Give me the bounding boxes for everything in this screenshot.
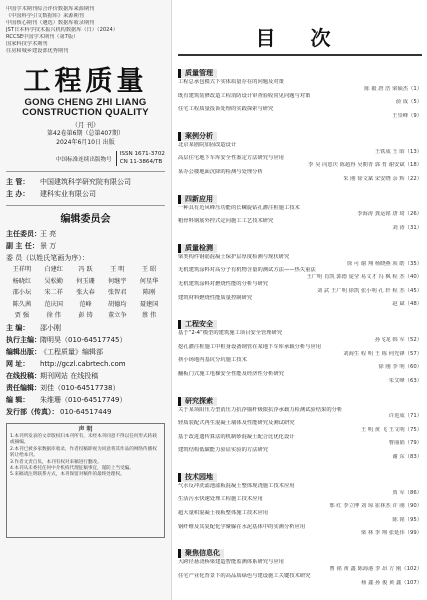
member: 宋二祥 xyxy=(44,289,63,296)
section-heading: 技术园地 xyxy=(178,473,217,482)
indexing-line: RCCSE中国学术期刊（第7版） xyxy=(6,34,79,40)
toc-sections xyxy=(178,60,422,586)
toc-entry[interactable] xyxy=(178,169,422,183)
entry-title: 关于某项阳压力型消压力抗浮锚杆极限抗浮承载力检测试验结果的分析 xyxy=(178,406,343,413)
editing-label: 编辑出版： xyxy=(6,347,41,356)
editing-value: 《工程质量》编辑部 xyxy=(40,347,103,356)
entry-title: 无机建筑涂料对燃烧性能的分析与研究 xyxy=(178,280,269,287)
entry-title: 建筑结构低碳能力验证实验的方法研究 xyxy=(178,447,269,454)
toc-entry[interactable] xyxy=(178,447,422,461)
member: 胡德均 xyxy=(108,300,127,308)
toc-entry[interactable] xyxy=(178,254,422,261)
organizer-value: 建科实业有限公司 xyxy=(40,190,96,198)
toc-entry[interactable] xyxy=(178,510,422,524)
member-grid xyxy=(6,264,165,322)
toc-entry[interactable] xyxy=(178,524,422,538)
frequency: （月 刊） xyxy=(71,121,100,129)
editor-chief-value: 邵小刚 xyxy=(40,323,61,332)
divider xyxy=(6,205,165,206)
issn-label: 中国标准连续出版物号 xyxy=(55,156,112,163)
section-heading: 质量管理 xyxy=(178,69,217,78)
member: 陈刚 xyxy=(142,289,156,296)
toc-entry[interactable] xyxy=(178,274,422,281)
section-heading: 质量检测 xyxy=(178,244,217,253)
entry-authors-page: 刘 武 王广明 徐凯 张小明 孔 轩 程 杰（45） xyxy=(317,287,422,294)
member: 范峰 xyxy=(79,300,92,308)
toc-entry[interactable] xyxy=(178,407,422,421)
entry-authors-page: 曹丽娟（79） xyxy=(388,440,422,447)
toc-entry[interactable] xyxy=(178,559,422,566)
toc-section xyxy=(178,235,422,308)
entry-title: 住宅产业化背景下的高品质绿色与建设施工关键技术研究 xyxy=(178,572,311,579)
toc-entry[interactable] xyxy=(178,261,422,268)
entry-title: 住宅工程质量投诉处理的实践探索与研究 xyxy=(178,106,274,113)
member: 杨晓红 xyxy=(12,277,32,285)
member: 张大春 xyxy=(76,289,95,296)
entry-title: 工程总承包模式下实体质量存在的问题及对策 xyxy=(178,79,284,85)
entry-title: 北京某剧院加固改造设计 xyxy=(178,141,237,148)
entry-title: 气水反冲洗滤池滤板混凝土整体现浇施工技术应用 xyxy=(178,482,295,489)
toc-divider xyxy=(178,54,422,56)
website-row xyxy=(6,358,165,370)
entry-title: 轻质装配式再生混凝土墙体及性能研究及测试研究 xyxy=(178,420,295,427)
english-name-2: CONSTRUCTION QUALITY xyxy=(22,107,149,118)
entry-authors-page: 朱 刚 徐文斌 宋安晓 余 辉（22） xyxy=(343,175,422,182)
toc-entry[interactable] xyxy=(178,295,422,309)
entry-title: 挖孔灌注桩施工中桩身设备钢管在某地下车库承载分析与应用 xyxy=(178,343,322,350)
indexing-line: 中国核心期刊（遴选）数据库收录期刊 xyxy=(6,20,95,26)
member: 陈久茜 xyxy=(12,300,32,308)
toc-entry[interactable] xyxy=(178,267,422,274)
editor-chief-label: 主 编： xyxy=(6,323,30,332)
toc-section xyxy=(178,388,422,461)
member: 彭 铸 xyxy=(78,312,93,319)
submission-label: 在线投稿： xyxy=(6,371,41,380)
issn-block xyxy=(6,151,165,166)
entry-title: 翻板门式施工电梯安全性能及经济性分析研究 xyxy=(178,370,284,377)
toc-entry[interactable] xyxy=(178,357,422,371)
entry-authors-page: 俞 成（5） xyxy=(395,99,422,106)
entry-authors-page: 王崇峰（9） xyxy=(392,112,422,119)
toc-column xyxy=(178,0,422,600)
entry-title: 梁类构件钢筋混凝土保护层厚度检测与现状研究 xyxy=(178,253,290,260)
entry-title: 一种具有近风峰压功能的长螺旋钻孔灌注桩施工技术 xyxy=(178,204,300,211)
entry-title: 大跨径悬浇桥梁建造智能监测体系研究与应用 xyxy=(178,559,284,566)
entry-authors-page: 杨 鑫 孙 俊 黄 鑫（107） xyxy=(361,579,422,586)
entry-authors-page: 贾 军（86） xyxy=(392,489,422,496)
statement-title: 声 明 xyxy=(78,425,93,433)
member: 王 明 xyxy=(110,266,125,273)
entry-title: 生活污水快速处理工程施工技术应用 xyxy=(178,496,263,503)
entry-authors-page: 赵 斌（48） xyxy=(392,301,422,308)
toc-entry[interactable] xyxy=(178,218,422,232)
entry-authors-page: 陈 铭（95） xyxy=(392,516,422,523)
website-link[interactable]: http://gczl.cabrtech.com xyxy=(40,359,126,368)
member: 邵小坛 xyxy=(12,289,32,296)
member: 董立争 xyxy=(108,312,127,319)
editor-row xyxy=(6,394,165,406)
entry-authors-page: 梁 林 李 翔 张延伟（99） xyxy=(360,530,422,537)
entry-title: 基于改进遗传算法的机制砂混凝土配合比优化设计 xyxy=(178,433,295,440)
vice-row xyxy=(6,240,165,252)
entry-title: 粗骨料钢筋外控式定向施工工艺技术研究 xyxy=(178,218,274,225)
english-name-1: GONG CHENG ZHI LIANG xyxy=(24,97,147,108)
toc-entry[interactable] xyxy=(178,162,422,169)
toc-entry[interactable] xyxy=(178,344,422,351)
sponsor-value: 中国建筑科学研究院有限公司 xyxy=(40,178,131,186)
masthead-column xyxy=(0,0,172,600)
statement-line: 5.来稿请注明联系方式，本刊保留对稿件的最终处理权。 xyxy=(10,472,125,478)
toc-section xyxy=(178,464,422,537)
journal-logo: 工程质量 xyxy=(23,66,148,97)
toc-section xyxy=(178,186,422,232)
toc-entry[interactable] xyxy=(178,503,422,510)
editorial-phone-value: 刘佳（010-64517738） xyxy=(40,383,120,392)
organizer-label: 主 办： xyxy=(6,190,30,198)
entry-authors-page: 陈 毅 唐 浩 梁硕杰（1） xyxy=(364,85,422,92)
indexing-line: 中国学术期刊综合评价数据库来源期刊 xyxy=(6,6,95,12)
indexing-line: JST日本科学技术振兴机构数据库（日）（2024） xyxy=(6,27,118,33)
member: 何星华 xyxy=(139,277,159,285)
statement-line: 1.本刊所发表的文章版权归本刊所有，未经本刊同意不得以任何形式转载或摘编。 xyxy=(10,433,157,446)
editor-chief-row xyxy=(6,322,165,334)
entry-authors-page: 徐 刚 李 明（60） xyxy=(378,364,422,371)
entry-authors-page: 邢 红 李立博 刘 琼 崔林杰 许 刚（90） xyxy=(329,503,422,510)
member: 贾 强 xyxy=(14,312,30,319)
indexing-list xyxy=(6,6,165,55)
website-label: 网 址： xyxy=(6,359,30,368)
toc-entry[interactable] xyxy=(178,93,422,107)
distribution-label: 发行部（传真）： xyxy=(6,407,59,416)
section-heading: 聚焦信息化 xyxy=(178,549,224,558)
entry-title: 既有建筑装修改造工程消防设计审查验收常见问题与对策 xyxy=(178,92,311,99)
entry-authors-page: 谢 东（83） xyxy=(392,454,422,461)
editor-value: 朱维珊（010-64517749） xyxy=(40,395,127,404)
chief-row xyxy=(6,228,165,240)
toc-entry[interactable] xyxy=(178,420,422,434)
toc-section xyxy=(178,123,422,183)
section-heading: 工程安全 xyxy=(178,320,217,329)
member: 徐 伟 xyxy=(46,312,61,319)
toc-entry[interactable] xyxy=(178,371,422,385)
entry-title: 高层住宅地下车库安全性鉴定方法研究与应用 xyxy=(178,155,284,162)
section-heading: 四新应用 xyxy=(178,195,217,204)
vice-value: 景 万 xyxy=(40,242,57,250)
volume-issue: 第42卷第6期（总第407期） xyxy=(47,130,124,137)
section-heading: 研究探索 xyxy=(178,397,217,406)
statement-line: 3.作者文责自负，本刊有权对来稿进行删改。 xyxy=(10,459,102,465)
chief-value: 王 亮 xyxy=(40,230,57,238)
statement-box xyxy=(6,423,165,538)
entry-authors-page: 孙飞龙 韩 军（52） xyxy=(374,336,422,343)
toc-entry[interactable] xyxy=(178,281,422,288)
indexing-line: 《中国科学引文数据库》来源期刊 xyxy=(6,13,84,19)
vice-label: 副 主 任： xyxy=(6,242,39,250)
editorial-phone-row xyxy=(6,382,165,394)
member: 蔡 伟 xyxy=(141,312,157,319)
divider xyxy=(6,171,165,172)
exec-editor-label: 执行主编： xyxy=(6,335,41,344)
member: 何继宇 xyxy=(108,277,127,285)
publish-date: 2024年6月10日 出版 xyxy=(56,139,115,146)
cn-number: CN 11-3864/TB xyxy=(119,158,163,165)
chief-label: 主任委员： xyxy=(6,230,41,238)
entry-authors-page: 刘 涛（31） xyxy=(392,224,422,231)
entry-authors-page: 王 明 黄 飞 王文明（75） xyxy=(360,426,422,433)
distribution-value: 010-64517449 xyxy=(60,407,112,416)
submission-value: 期刊网站 在线投稿 xyxy=(40,371,99,380)
entry-title: 某办公楼地面沉降的检测与处理分析 xyxy=(178,168,263,175)
exec-editor-value: 隋明昊（010-64517745） xyxy=(40,335,127,344)
toc-entry[interactable] xyxy=(178,351,422,358)
editing-row xyxy=(6,346,165,358)
entry-title: 超大量积混凝土筏板整体施工技术应用 xyxy=(178,510,269,517)
organizer-row xyxy=(6,188,165,200)
entry-title: 钢纤维及其复配化学聚脲在水泥基体中的实测分析应用 xyxy=(178,523,306,530)
indexing-line: 国家科技学术期刊 xyxy=(6,41,48,47)
section-heading: 案例分析 xyxy=(178,132,217,141)
entry-authors-page: 李海涛 龚运铭 唐 琦（26） xyxy=(357,211,422,218)
issn-numbers xyxy=(116,151,165,166)
member: 白建红 xyxy=(44,266,63,273)
entry-authors-page: 李 昊 向恩庆 陈超得 吴朝青 郭 育 谢安斌（18） xyxy=(308,162,422,169)
toc-entry[interactable] xyxy=(178,79,422,93)
entry-authors-page: 许进成（71） xyxy=(388,413,422,420)
member: 冯 跃 xyxy=(78,266,93,273)
exec-editor-row xyxy=(6,334,165,346)
members-label: 委 员（以姓氏笔画为序）： xyxy=(6,254,89,262)
issn-number: ISSN 1671-3702 xyxy=(119,151,165,157)
indexing-line: 住房和城乡建设部优秀期刊 xyxy=(6,48,69,54)
sponsor-row xyxy=(6,176,165,188)
member: 聂建国 xyxy=(139,300,159,308)
entry-title: 无机建筑涂料对高分子有机物含量的测试方法——热失重法 xyxy=(178,267,316,274)
member: 张智君 xyxy=(108,289,127,296)
entry-authors-page: 朱艾峰（63） xyxy=(388,377,422,384)
editor-label: 编 辑： xyxy=(6,395,30,404)
sponsor-label: 主 管： xyxy=(6,178,30,186)
distribution-row xyxy=(6,406,165,418)
editorial-phone-label: 责任编辑： xyxy=(6,383,41,392)
toc-entry[interactable] xyxy=(178,155,422,162)
toc-entry[interactable] xyxy=(178,288,422,295)
toc-section xyxy=(178,311,422,384)
entry-title: 挟小场地内基坑分坑施工技术 xyxy=(178,357,247,364)
toc-entry[interactable] xyxy=(178,330,422,344)
member: 吴松勤 xyxy=(44,277,63,285)
toc-entry[interactable] xyxy=(178,580,422,587)
entry-authors-page: 刘海生 程 明 王 栋 何光锋（57） xyxy=(343,350,422,357)
entry-authors-page: 徐 可 谢 翔 杨晓燕 项 皓（35） xyxy=(346,260,422,267)
toc-entry[interactable] xyxy=(178,434,422,448)
member: 王祥明 xyxy=(12,266,32,273)
statement-line: 4.本刊从未委托任何中介机构代理征稿事宜，谨防上当受骗。 xyxy=(10,465,134,471)
entry-title: 建筑材料燃烧性能质量控制研究 xyxy=(178,294,253,301)
toc-entry[interactable] xyxy=(178,142,422,156)
toc-entry[interactable] xyxy=(178,566,422,573)
toc-entry[interactable] xyxy=(178,483,422,497)
entry-authors-page: 王铁成 王 昭（13） xyxy=(374,148,422,155)
toc-entry[interactable] xyxy=(178,573,422,580)
entry-title: 基于“2-4”模型的建筑施工项目安全管理研究 xyxy=(178,330,283,337)
toc-entry[interactable] xyxy=(178,496,422,503)
toc-section xyxy=(178,540,422,586)
submission-row xyxy=(6,370,165,382)
toc-entry[interactable] xyxy=(178,106,422,120)
statement-line: 2.本刊已被多家数据库收录，作者投稿即视为同意将其作品的网络传播权转让给本刊。 xyxy=(10,446,157,459)
toc-entry[interactable] xyxy=(178,205,422,219)
member: 王 昭 xyxy=(141,266,157,273)
entry-authors-page: 曹 铭 黄 鑫 陈海港 李 昂 方 刚（102） xyxy=(329,566,422,573)
entry-authors-page: 王广明 肖凯 郭德 庞莹 易文才 冯 枫 程 杰（40） xyxy=(306,274,422,281)
committee-title: 编辑委员会 xyxy=(60,214,111,225)
toc-section xyxy=(178,60,422,120)
member: 范庆国 xyxy=(44,300,63,308)
member: 何玉珊 xyxy=(76,277,95,285)
toc-title: 目 次 xyxy=(255,26,345,50)
